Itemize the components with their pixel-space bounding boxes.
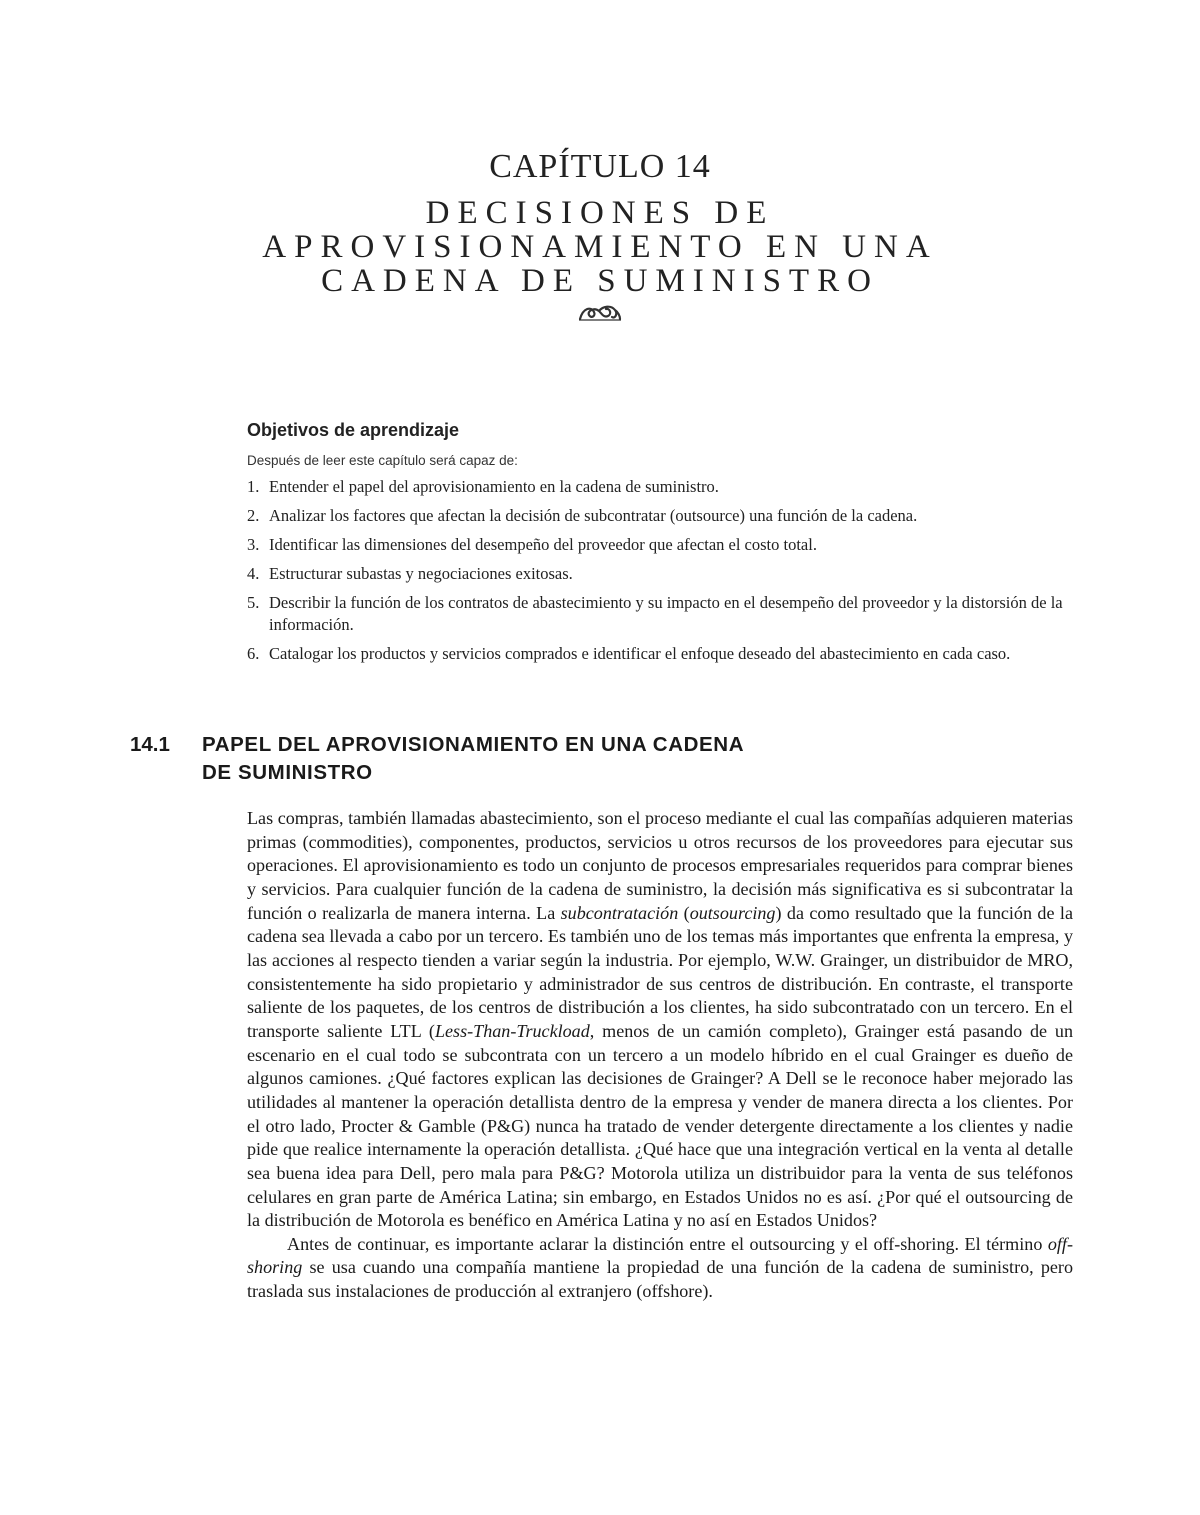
list-item-text: Entender el papel del aprovisionamiento en la cadena de suministro. [269,477,719,496]
list-item-number: 6. [247,644,260,663]
section-number: 14.1 [130,733,170,756]
list-item-text: Catalogar los productos y servicios comprados e identificar el enfoque deseado del abastecimiento en cada caso. [269,644,1011,663]
list-item [247,534,1077,556]
objectives-heading: Objetivos de aprendizaje [247,420,460,440]
chapter-title [0,196,1200,298]
chapter-title-line: DECISIONES DE [425,195,775,231]
text-run: se usa cuando una compañía mantiene la propiedad de una función de la cadena de suministro, pero traslada sus instalaciones de producción al extranjero (offshore). [247,1257,1073,1302]
chapter-title-line: CADENA DE SUMINISTRO [321,263,879,299]
text-run: ( [678,902,690,923]
list-item [247,563,1077,585]
list-item-text: Analizar los factores que afectan la decisión de subcontratar (outsource) una función de la cadena. [269,506,918,525]
text-run: , menos de un camión completo), Grainger está pasando de un escenario en el cual todo se subcontrata con un tercero a un modelo híbrido en el cual Grainger es dueño de algunos camiones. ¿Qué factores explican las decisiones de Grainger? A Dell se le reconoce haber mejorado las utilidades al mantener la operación detallista dentro de la empresa y vender de manera directa a los clientes. Por el otro lado, Procter & Gamble (P&G) nunca ha tratado de vender detergente directamente a los clientes y nadie pide que realice internamente la operación detallista. ¿Qué hace que una integración vertical en la venta al detalle sea buena idea para Dell, pero mala para P&G? Motorola utiliza un distribuidor para la venta de sus teléfonos celulares en gran parte de América Latina; sin embargo, en Estados Unidos no es así. ¿Por qué el outsourcing de la distribución de Motorola es benéfico en América Latina y no así en Estados Unidos? [247,1020,1074,1231]
list-item [247,476,1077,498]
list-item-number: 3. [247,535,260,554]
paragraph [247,807,1073,1233]
learning-objectives [247,420,1077,672]
ornament-icon [0,302,1200,329]
list-item-number: 1. [247,477,260,496]
objectives-list [247,476,1077,665]
paragraph [247,1233,1073,1304]
emphasis-term: off-shoring [247,1233,1073,1278]
text-run: Antes de continuar, es importante aclarar la distinción entre el outsourcing y el off-shoring. El término [287,1233,1048,1254]
section-title-line: PAPEL DEL APROVISIONAMIENTO EN UNA CADENA [202,733,745,756]
chapter-label: CAPÍTULO 14 [489,148,711,185]
list-item-number: 4. [247,564,260,583]
list-item-text: Describir la función de los contratos de abastecimiento y su impacto en el desempeño del proveedor y la distorsión de la información. [269,593,1063,634]
list-item-number: 5. [247,593,260,612]
list-item [247,505,1077,527]
emphasis-term: Less-Than-Truckload [434,1020,590,1041]
section-heading [130,731,1090,787]
text-run: Las compras, también llamadas abastecimiento, son el proceso mediante el cual las compañías adquieren materias primas (commodities), componentes, productos, servicios u otros recursos de los proveedores para ejecutar sus operaciones. El aprovisionamiento es todo un conjunto de procesos empresariales requeridos para comprar bienes y servicios. Para cualquier función de la cadena de suministro, la decisión más significativa es si subcontratar la función o realizarla de manera interna. La [247,808,1073,923]
chapter-title-line: APROVISIONAMIENTO EN UNA [262,229,938,265]
emphasis-term: subcontratación [560,902,679,923]
flourish-icon [577,302,623,324]
body-text [247,807,1073,1304]
list-item [247,592,1077,636]
objectives-intro: Después de leer este capítulo será capaz de: [247,453,518,468]
section-title [202,731,1090,787]
emphasis-term: outsourcing [689,902,776,923]
list-item-text: Estructurar subastas y negociaciones exitosas. [269,564,573,583]
list-item-number: 2. [247,506,260,525]
text-run: ) da como resultado que la función de la cadena sea llevada a cabo por un tercero. Es también uno de los temas más importantes que enfrenta la empresa, y las acciones al respecto tienden a variar según la industria. Por ejemplo, W.W. Grainger, un distribuidor de MRO, consistentemente ha sido propietario y administrador de sus centros de distribución. En contraste, el transporte saliente de los paquetes, de los centros de distribución a los clientes, ha sido subcontratado con un tercero. En el transporte saliente LTL ( [247,902,1073,1041]
section-title-line: DE SUMINISTRO [202,761,373,784]
list-item [247,643,1077,665]
list-item-text: Identificar las dimensiones del desempeño del proveedor que afectan el costo total. [269,535,817,554]
